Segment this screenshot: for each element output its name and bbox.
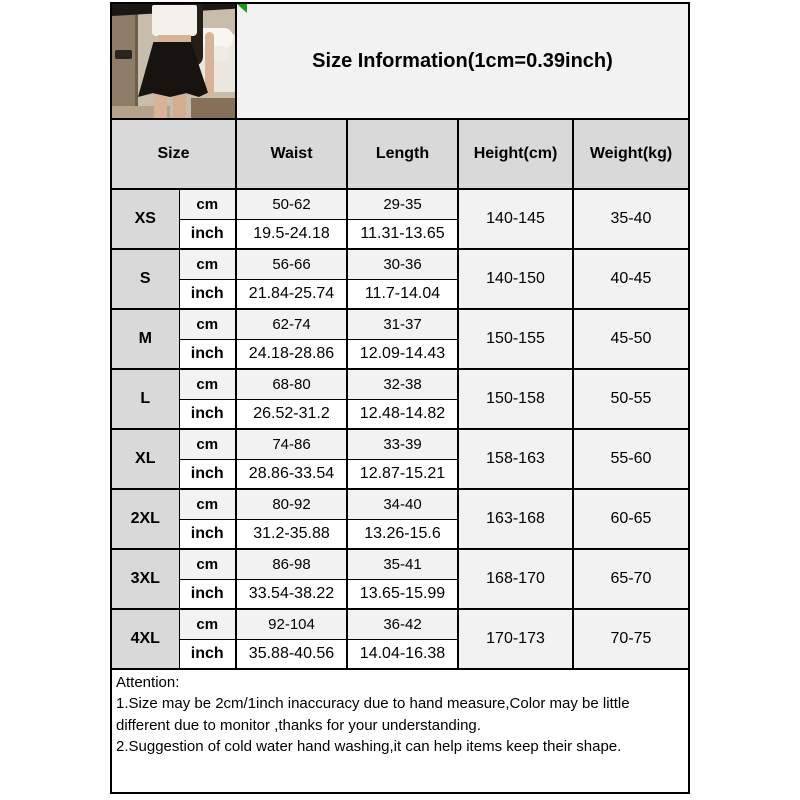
height-value: 140-145	[458, 189, 573, 249]
waist-cm-value: 80-92	[236, 489, 347, 519]
weight-value: 35-40	[573, 189, 689, 249]
weight-value: 70-75	[573, 609, 689, 669]
length-inch-value: 14.04-16.38	[347, 639, 458, 669]
height-value: 158-163	[458, 429, 573, 489]
product-photo	[112, 4, 235, 118]
weight-value: 65-70	[573, 549, 689, 609]
unit-inch: inch	[179, 339, 236, 369]
photo-white-crop-top	[152, 5, 197, 36]
waist-inch-value: 19.5-24.18	[236, 219, 347, 249]
height-value: 163-168	[458, 489, 573, 549]
length-inch-value: 11.31-13.65	[347, 219, 458, 249]
height-value: 140-150	[458, 249, 573, 309]
photo-dark-object	[115, 50, 132, 59]
weight-value: 55-60	[573, 429, 689, 489]
waist-inch-value: 31.2-35.88	[236, 519, 347, 549]
photo-model-arm	[205, 32, 214, 96]
height-value: 150-155	[458, 309, 573, 369]
unit-cm: cm	[179, 249, 236, 279]
length-cm-value: 29-35	[347, 189, 458, 219]
waist-inch-value: 33.54-38.22	[236, 579, 347, 609]
column-header-size: Size	[111, 119, 236, 189]
unit-cm: cm	[179, 429, 236, 459]
size-chart-sheet	[110, 2, 690, 794]
unit-cm: cm	[179, 309, 236, 339]
size-label-4xl: 4XL	[111, 609, 179, 669]
length-inch-value: 11.7-14.04	[347, 279, 458, 309]
attention-title: Attention:	[116, 674, 180, 691]
height-value: 168-170	[458, 549, 573, 609]
unit-inch: inch	[179, 219, 236, 249]
weight-value: 50-55	[573, 369, 689, 429]
length-cm-value: 32-38	[347, 369, 458, 399]
waist-inch-value: 21.84-25.74	[236, 279, 347, 309]
size-label-2xl: 2XL	[111, 489, 179, 549]
length-inch-value: 13.65-15.99	[347, 579, 458, 609]
unit-cm: cm	[179, 369, 236, 399]
length-cm-value: 34-40	[347, 489, 458, 519]
unit-inch: inch	[179, 579, 236, 609]
length-cm-value: 36-42	[347, 609, 458, 639]
attention-line-1: 1.Size may be 2cm/1inch inaccuracy due to hand measure,Color may be little different due to monitor ,thanks for your understanding.	[116, 695, 630, 734]
length-inch-value: 12.87-15.21	[347, 459, 458, 489]
unit-cm: cm	[179, 489, 236, 519]
length-cm-value: 35-41	[347, 549, 458, 579]
waist-inch-value: 28.86-33.54	[236, 459, 347, 489]
length-cm-value: 33-39	[347, 429, 458, 459]
waist-cm-value: 68-80	[236, 369, 347, 399]
weight-value: 45-50	[573, 309, 689, 369]
product-photo-cell	[111, 3, 236, 119]
size-info-title: Size Information(1cm=0.39inch)	[312, 49, 613, 72]
weight-value: 60-65	[573, 489, 689, 549]
height-value: 170-173	[458, 609, 573, 669]
waist-cm-value: 62-74	[236, 309, 347, 339]
unit-cm: cm	[179, 549, 236, 579]
size-label-s: S	[111, 249, 179, 309]
column-header-height: Height(cm)	[458, 119, 573, 189]
photo-model-leg	[173, 92, 186, 118]
size-label-xs: XS	[111, 189, 179, 249]
weight-value: 40-45	[573, 249, 689, 309]
unit-inch: inch	[179, 399, 236, 429]
length-inch-value: 12.48-14.82	[347, 399, 458, 429]
waist-inch-value: 26.52-31.2	[236, 399, 347, 429]
column-header-weight: Weight(kg)	[573, 119, 689, 189]
photo-bed-base	[191, 98, 235, 118]
waist-inch-value: 24.18-28.86	[236, 339, 347, 369]
size-label-xl: XL	[111, 429, 179, 489]
attention-note	[111, 669, 689, 793]
length-cm-value: 30-36	[347, 249, 458, 279]
size-info-title-cell	[236, 3, 689, 119]
unit-inch: inch	[179, 519, 236, 549]
size-table	[110, 2, 690, 794]
waist-cm-value: 56-66	[236, 249, 347, 279]
attention-line-2: 2.Suggestion of cold water hand washing,it can help items keep their shape.	[116, 737, 622, 755]
green-corner-marker	[237, 4, 247, 13]
length-cm-value: 31-37	[347, 309, 458, 339]
column-header-waist: Waist	[236, 119, 347, 189]
length-inch-value: 12.09-14.43	[347, 339, 458, 369]
waist-cm-value: 50-62	[236, 189, 347, 219]
unit-inch: inch	[179, 459, 236, 489]
waist-cm-value: 86-98	[236, 549, 347, 579]
unit-cm: cm	[179, 189, 236, 219]
unit-cm: cm	[179, 609, 236, 639]
waist-cm-value: 74-86	[236, 429, 347, 459]
size-label-m: M	[111, 309, 179, 369]
size-label-l: L	[111, 369, 179, 429]
length-inch-value: 13.26-15.6	[347, 519, 458, 549]
waist-cm-value: 92-104	[236, 609, 347, 639]
column-header-length: Length	[347, 119, 458, 189]
unit-inch: inch	[179, 279, 236, 309]
height-value: 150-158	[458, 369, 573, 429]
waist-inch-value: 35.88-40.56	[236, 639, 347, 669]
size-label-3xl: 3XL	[111, 549, 179, 609]
unit-inch: inch	[179, 639, 236, 669]
